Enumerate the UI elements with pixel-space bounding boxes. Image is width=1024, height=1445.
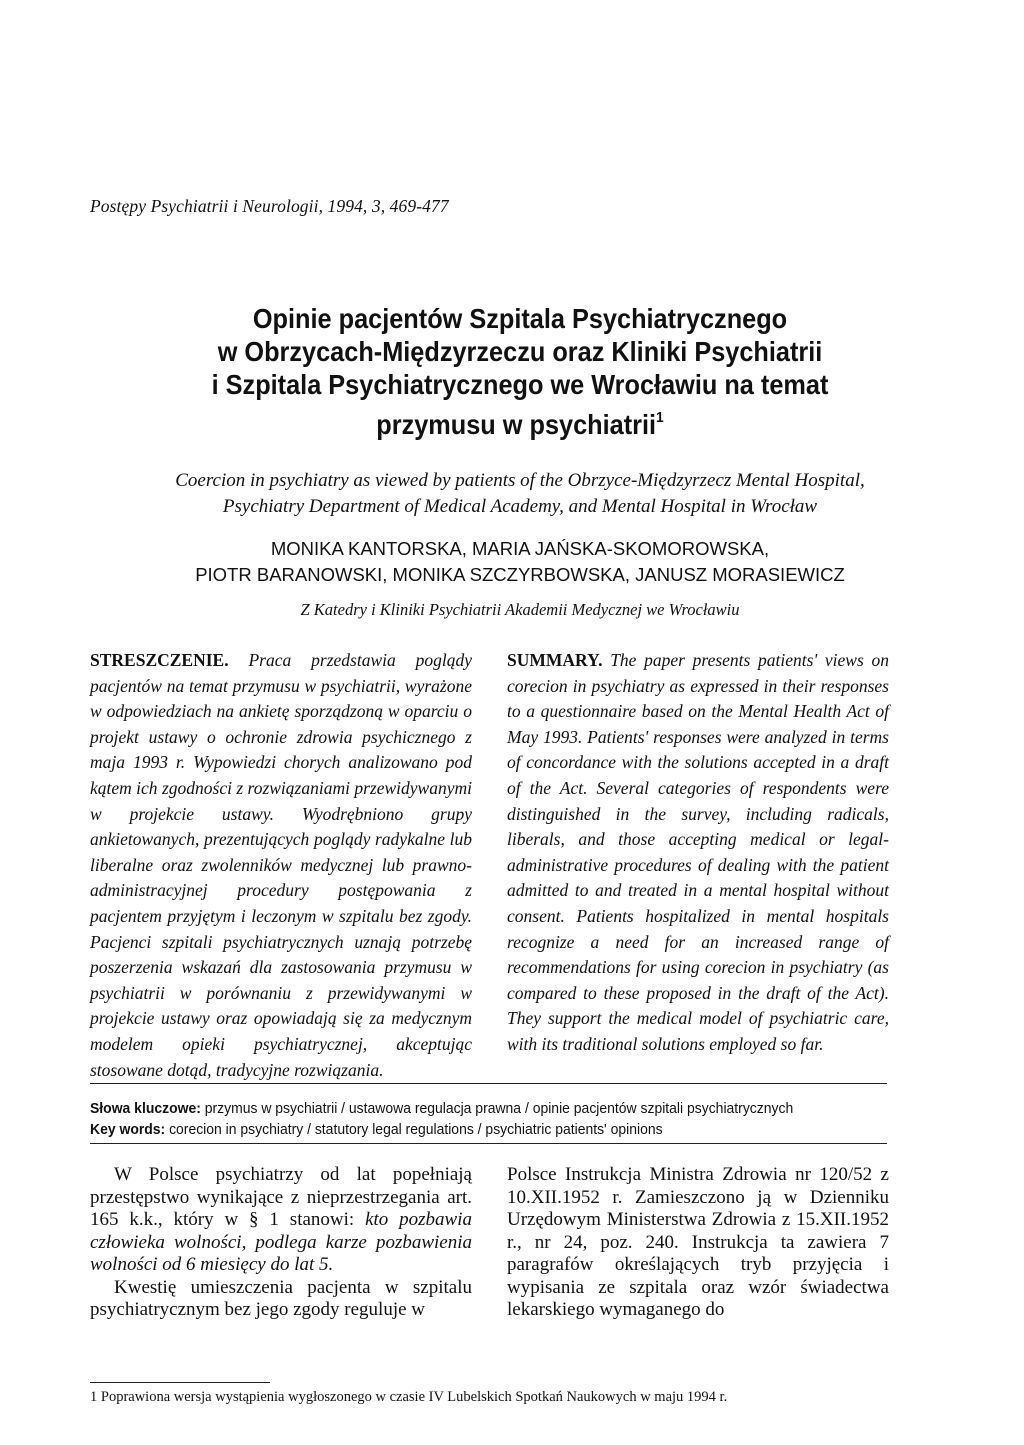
english-title-line: Coercion in psychiatry as viewed by patients of the Obrzyce-Międzyrzecz Mental Hospital,: [175, 470, 865, 491]
footnote: 1 Poprawiona wersja wystąpienia wygłoszonego w czasie IV Lubelskich Spotkań Naukowych w maju 1994 r.: [90, 1389, 728, 1405]
journal-reference: Postępy Psychiatrii i Neurologii, 1994, 3, 469-477: [90, 196, 449, 216]
body-text: W Polsce psychiatrzy od lat popełniają przestępstwo wynikające z nieprzestrzegania art. 165 k.k., który w § 1 stanowi:: [90, 1164, 472, 1230]
summary-text: The paper presents patients' views on corecion in psychiatry as expressed in their responses to a questionnaire based on the Mental Health Act of May 1993. Patients' responses were analyzed in terms of concordance with the solutions accepted in a draft of the Act. Several categories of respondents were distinguished in the survey, including radicals, liberals, and those accepting medical or legal-administrative procedures of dealing with the patient admitted to and treated in a mental hospital without consent. Patients hospitalized in mental hospitals recognize a need for an increased range of recommendations for using corecion in psychiatry (as compared to these proposed in the draft of the Act). They support the medical model of psychiatric care, with its traditional solutions employed so far.: [507, 650, 889, 1054]
body-paragraph: Polsce Instrukcja Ministra Zdrowia nr 120/52 z 10.XII.1952 r. Zamieszczono ją w Dzienniku Urzędowym Ministerstwa Zdrowia z 15.XII.1952 r., nr 24, poz. 240. Instrukcja ta zawiera 7 paragrafów określających tryb przyjęcia i wypisania ze szpitala oraz wzór świadectwa lekarskiego wymaganego do: [507, 1164, 889, 1320]
english-title-line: Psychiatry Department of Medical Academy, and Mental Hospital in Wrocław: [222, 496, 818, 517]
abstract-english: [507, 648, 889, 1058]
keywords-label: Key words:: [90, 1121, 166, 1138]
english-title: [90, 468, 950, 520]
body-column-right: [507, 1164, 889, 1322]
affiliation: Z Katedry i Kliniki Psychiatrii Akademii Medycznej we Wrocławiu: [300, 600, 740, 619]
body-column-left: [90, 1164, 472, 1322]
authors-line: PIOTR BARANOWSKI, MONIKA SZCZYRBOWSKA, JANUSZ MORASIEWICZ: [195, 564, 845, 585]
keywords-top-divider: [90, 1083, 887, 1084]
keywords-label: Słowa kluczowe:: [90, 1100, 201, 1117]
abstract-polish: [90, 648, 472, 1083]
keywords-english: [90, 1119, 834, 1140]
footnote-divider: [90, 1382, 270, 1383]
body-paragraph: Kwestię umieszczenia pacjenta w szpitalu psychiatrycznym bez jego zgody reguluje w: [90, 1276, 472, 1320]
footnote-mark: 1: [656, 409, 664, 426]
title-line: w Obrzycach-Międzyrzeczu oraz Kliniki Psychiatrii: [217, 336, 823, 367]
body-paragraph: [90, 1164, 472, 1277]
authors: [90, 536, 950, 588]
keywords-bottom-divider: [90, 1143, 887, 1144]
title-line: i Szpitala Psychiatrycznego we Wrocławiu na temat: [211, 369, 829, 400]
abstract-heading: STRESZCZENIE.: [90, 650, 229, 670]
title-line: Opinie pacjentów Szpitala Psychiatrycznego: [252, 303, 788, 334]
keywords-block: [90, 1098, 834, 1140]
keywords-text: corecion in psychiatry / statutory legal regulations / psychiatric patients' opinions: [165, 1121, 663, 1138]
summary-heading: SUMMARY.: [507, 650, 603, 670]
abstract-text: Praca przedstawia poglądy pacjentów na temat przymusu w psychiatrii, wyrażone w odpowiedziach na ankietę sporządzoną w oparciu o projekt ustawy o ochronie zdrowia psychicznego z maja 1993 r. Wypowiedzi chorych analizowano pod kątem ich zgodności z rozwiązaniami przewidywanymi w projekcie ustawy. Wyodrębniono grupy ankietowanych, prezentujących poglądy radykalne lub liberalne oraz zwolenników medycznej lub prawno-administracyjnej procedury postępowania z pacjentem przyjętym i leczonym w szpitalu bez zgody. Pacjenci szpitali psychiatrycznych uznają potrzebę poszerzenia wskazań dla zastosowania przymusu w psychiatrii w porównaniu z przewidywanymi w projekcie ustawy oraz opowiadają się za medycznym modelem opieki psychiatrycznej, akceptując stosowane dotąd, tradycyjne rozwiązania.: [90, 650, 472, 1080]
title-line-text: przymusu w psychiatrii: [376, 409, 657, 440]
title-line: [143, 401, 897, 441]
keywords-polish: [90, 1098, 834, 1119]
legal-quote: kto pozbawia człowieka wolności, podlega karze pozbawienia wolności od 6 miesięcy do lat 5.: [90, 1209, 472, 1275]
authors-line: MONIKA KANTORSKA, MARIA JAŃSKA-SKOMOROWSKA,: [270, 538, 770, 559]
keywords-text: przymus w psychiatrii / ustawowa regulacja prawna / opinie pacjentów szpitali psychiatrycznych: [200, 1100, 794, 1117]
article-title: [143, 302, 897, 441]
